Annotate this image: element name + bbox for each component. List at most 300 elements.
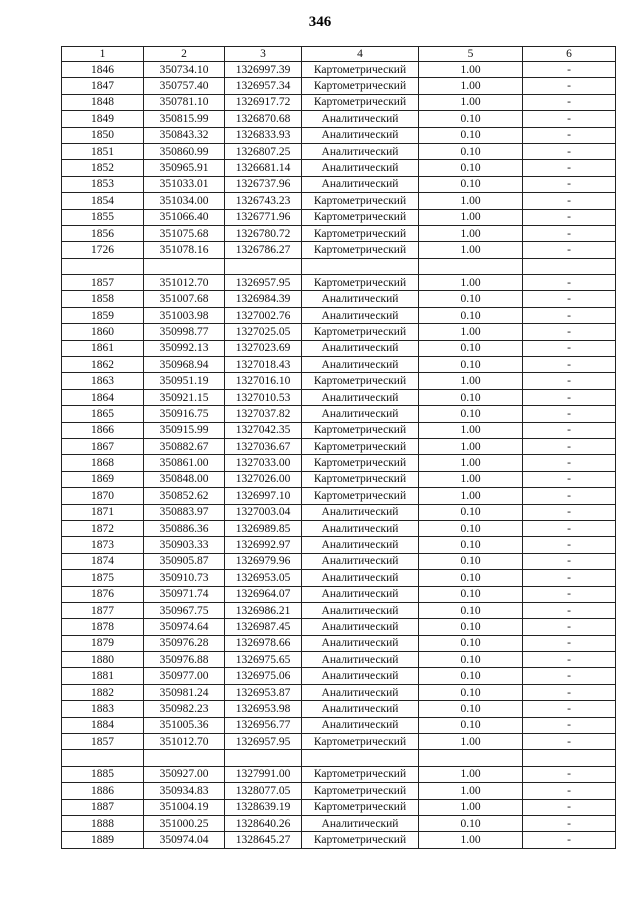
table-cell: 1328077.05 [225,783,302,799]
table-cell: 350921.15 [144,389,225,405]
table-cell: - [523,471,616,487]
table-cell: 350852.62 [144,488,225,504]
table-cell: 1328645.27 [225,832,302,848]
table-row [62,668,616,684]
table-cell: 1.00 [419,734,523,750]
table-row [62,225,616,241]
table-cell: Картометрический [302,275,419,291]
table-cell: - [523,832,616,848]
table-cell: Аналитический [302,111,419,127]
table-cell: 1859 [62,307,144,323]
table-cell: 1326957.95 [225,275,302,291]
table-cell: 1326956.77 [225,717,302,733]
table-row [62,176,616,192]
table-cell: 1862 [62,357,144,373]
table-row [62,209,616,225]
table-row [62,94,616,110]
table-cell: Аналитический [302,176,419,192]
table-cell: 0.10 [419,127,523,143]
table-cell: 0.10 [419,520,523,536]
table-cell: Картометрический [302,799,419,815]
table-row [62,586,616,602]
table-cell: 1.00 [419,324,523,340]
table-cell: 350903.33 [144,537,225,553]
table-cell: 1326975.06 [225,668,302,684]
table-cell: 1851 [62,143,144,159]
table-cell: 0.10 [419,340,523,356]
table-cell: - [523,291,616,307]
table-cell: Аналитический [302,701,419,717]
table-cell: - [523,389,616,405]
table-cell: 1726 [62,242,144,258]
table-cell: - [523,799,616,815]
table-cell: 1.00 [419,766,523,782]
table-cell: 1327003.04 [225,504,302,520]
table-cell: - [523,684,616,700]
table-cell: Аналитический [302,127,419,143]
table-cell: 350974.64 [144,619,225,635]
table-cell: 351007.68 [144,291,225,307]
table-cell: Картометрический [302,94,419,110]
table-cell: 350915.99 [144,422,225,438]
table-cell: 1866 [62,422,144,438]
table-cell [419,750,523,766]
table-cell: 1.00 [419,62,523,78]
table-cell: - [523,209,616,225]
table-cell: 350982.23 [144,701,225,717]
table-cell: Картометрический [302,209,419,225]
table-cell: 0.10 [419,701,523,717]
table-row [62,127,616,143]
page-number: 346 [308,14,332,30]
table-cell: 351012.70 [144,734,225,750]
table-cell: - [523,701,616,717]
table-cell: 1864 [62,389,144,405]
table-cell: 0.10 [419,570,523,586]
table-cell: 0.10 [419,815,523,831]
table-cell: Аналитический [302,520,419,536]
table-cell: Аналитический [302,717,419,733]
table-row [62,815,616,831]
table-row [62,340,616,356]
table-cell: - [523,619,616,635]
table-row [62,553,616,569]
table-cell: 1326989.85 [225,520,302,536]
table-cell: Аналитический [302,668,419,684]
table-cell: Картометрический [302,455,419,471]
table-cell: - [523,143,616,159]
table-cell: 1.00 [419,193,523,209]
table-cell: 1326681.14 [225,160,302,176]
table-cell: Аналитический [302,291,419,307]
table-cell: 350965.91 [144,160,225,176]
table-row [62,717,616,733]
table-cell: 1.00 [419,799,523,815]
column-header: 3 [225,47,302,62]
table-cell: 1876 [62,586,144,602]
table-cell: Аналитический [302,504,419,520]
table-cell: 1327010.53 [225,389,302,405]
table-cell: Картометрический [302,766,419,782]
table-cell: 0.10 [419,586,523,602]
table-cell: 1856 [62,225,144,241]
table-row [62,78,616,94]
table-cell: - [523,422,616,438]
table-cell: 1326987.45 [225,619,302,635]
table-cell: 1326737.96 [225,176,302,192]
table-cell: - [523,668,616,684]
table-cell: Картометрический [302,832,419,848]
table-row [62,602,616,618]
table-cell: 0.10 [419,717,523,733]
table-cell: 1326986.21 [225,602,302,618]
column-header: 6 [523,47,616,62]
table-cell: - [523,717,616,733]
table-cell: - [523,635,616,651]
column-header: 5 [419,47,523,62]
coordinates-table [61,46,616,849]
table-cell: 350967.75 [144,602,225,618]
table-row [62,619,616,635]
column-header: 2 [144,47,225,62]
table-cell: 351075.68 [144,225,225,241]
table-cell: 1327033.00 [225,455,302,471]
table-cell: 1853 [62,176,144,192]
table-cell: 1326992.97 [225,537,302,553]
table-cell: - [523,438,616,454]
table-cell: 1327026.00 [225,471,302,487]
table-cell: 1327037.82 [225,406,302,422]
table-cell: 1867 [62,438,144,454]
table-row [62,258,616,274]
table-cell: 1328639.19 [225,799,302,815]
table-cell: 1327016.10 [225,373,302,389]
table-row [62,324,616,340]
table-row [62,652,616,668]
table-cell: Картометрический [302,78,419,94]
table-cell: - [523,225,616,241]
table-cell: 1874 [62,553,144,569]
table-row [62,160,616,176]
table-cell: Аналитический [302,586,419,602]
table-cell: - [523,242,616,258]
table-cell: 351033.01 [144,176,225,192]
table-cell: 0.10 [419,291,523,307]
table-row [62,389,616,405]
table-cell: 350977.00 [144,668,225,684]
table-row [62,832,616,848]
table-cell [225,258,302,274]
table-cell: 1.00 [419,275,523,291]
table-cell: Картометрический [302,471,419,487]
table-cell: 1857 [62,275,144,291]
table-cell: - [523,111,616,127]
table-cell: 350848.00 [144,471,225,487]
table-cell: 1882 [62,684,144,700]
table-cell: 1.00 [419,832,523,848]
table-cell: 1.00 [419,78,523,94]
table-cell: 1875 [62,570,144,586]
table-cell: 351078.16 [144,242,225,258]
table-cell: 1327002.76 [225,307,302,323]
table-cell: 1857 [62,734,144,750]
table-cell: 350976.88 [144,652,225,668]
table-cell: - [523,176,616,192]
table-cell: 351003.98 [144,307,225,323]
table-cell: 1326917.72 [225,94,302,110]
table-row [62,111,616,127]
table-row [62,373,616,389]
table-cell: 350734.10 [144,62,225,78]
table-cell: 1326771.96 [225,209,302,225]
table-cell: 1888 [62,815,144,831]
table-cell: - [523,553,616,569]
table-cell: 1326964.07 [225,586,302,602]
table-cell: 0.10 [419,684,523,700]
table-cell: Аналитический [302,340,419,356]
table-cell: - [523,357,616,373]
table-cell: 1326957.95 [225,734,302,750]
table-cell: 1.00 [419,488,523,504]
table-row [62,750,616,766]
table-cell: 1873 [62,537,144,553]
table-cell: - [523,488,616,504]
table-cell: 1849 [62,111,144,127]
table-cell: - [523,78,616,94]
table-cell: 1881 [62,668,144,684]
table-cell: 350934.83 [144,783,225,799]
table-cell: - [523,602,616,618]
table-cell: 1326743.23 [225,193,302,209]
table-cell: - [523,537,616,553]
table-cell: - [523,455,616,471]
table-cell: 1878 [62,619,144,635]
table-cell: Аналитический [302,143,419,159]
table-row [62,520,616,536]
table-row [62,734,616,750]
table-cell: Картометрический [302,422,419,438]
table-cell: 350927.00 [144,766,225,782]
table-cell: Аналитический [302,357,419,373]
table-cell: 350860.99 [144,143,225,159]
column-header: 4 [302,47,419,62]
table-cell: 0.10 [419,504,523,520]
table-cell: Картометрический [302,734,419,750]
table-cell: - [523,815,616,831]
table-cell: - [523,94,616,110]
table-cell: 1326997.39 [225,62,302,78]
table-row [62,783,616,799]
table-cell: Аналитический [302,815,419,831]
table-cell: - [523,504,616,520]
table-row [62,242,616,258]
table-cell: 1860 [62,324,144,340]
table-cell: Аналитический [302,602,419,618]
table-cell: 1872 [62,520,144,536]
table-cell: 1871 [62,504,144,520]
table-cell: - [523,783,616,799]
table-cell: - [523,652,616,668]
table-row [62,488,616,504]
table-cell: - [523,62,616,78]
table-cell: 1.00 [419,94,523,110]
table-cell: 351005.36 [144,717,225,733]
table-body [62,62,616,849]
table-row [62,438,616,454]
table-cell: 1326979.96 [225,553,302,569]
table-row [62,307,616,323]
table-cell: - [523,734,616,750]
table-cell: 1870 [62,488,144,504]
table-cell: 350757.40 [144,78,225,94]
table-row [62,471,616,487]
table-cell: 0.10 [419,602,523,618]
table-cell: 1328640.26 [225,815,302,831]
table-cell: 0.10 [419,537,523,553]
table-cell: 350998.77 [144,324,225,340]
table-cell: 0.10 [419,176,523,192]
table-cell: Аналитический [302,537,419,553]
table-cell: 1327023.69 [225,340,302,356]
table-cell: 1848 [62,94,144,110]
table-cell: 1.00 [419,455,523,471]
table-cell: 0.10 [419,635,523,651]
table-cell: 1880 [62,652,144,668]
table-header-row [62,47,616,62]
table-cell: Аналитический [302,652,419,668]
table-cell: 1850 [62,127,144,143]
table-cell: 1.00 [419,225,523,241]
table-cell: 1326870.68 [225,111,302,127]
table-cell [62,750,144,766]
table-cell: 350910.73 [144,570,225,586]
table-cell: Картометрический [302,62,419,78]
table-row [62,504,616,520]
table-cell: 1.00 [419,373,523,389]
table-cell: 1327025.05 [225,324,302,340]
table-cell: 1861 [62,340,144,356]
table-cell: - [523,275,616,291]
table-cell: Картометрический [302,324,419,340]
table-cell: 0.10 [419,652,523,668]
table-cell: Аналитический [302,684,419,700]
table-cell: 1854 [62,193,144,209]
table-cell: 1858 [62,291,144,307]
column-header: 1 [62,47,144,62]
table-cell: 1852 [62,160,144,176]
table-cell: Картометрический [302,242,419,258]
table-cell: - [523,307,616,323]
table-cell: 350882.67 [144,438,225,454]
table-cell: - [523,406,616,422]
table-cell: 350951.19 [144,373,225,389]
table-cell: 1326807.25 [225,143,302,159]
table-row [62,143,616,159]
table-row [62,455,616,471]
table-cell: 1.00 [419,209,523,225]
table-cell: Аналитический [302,389,419,405]
table-row [62,275,616,291]
table-cell: 1327018.43 [225,357,302,373]
table-cell: 0.10 [419,160,523,176]
table-cell: 1869 [62,471,144,487]
table-cell: 350971.74 [144,586,225,602]
table-row [62,799,616,815]
table-cell: Картометрический [302,225,419,241]
table-cell [419,258,523,274]
table-cell: 350781.10 [144,94,225,110]
table-cell: 351004.19 [144,799,225,815]
table-row [62,635,616,651]
table-cell: 1.00 [419,783,523,799]
table-cell: 1326780.72 [225,225,302,241]
table-cell: Аналитический [302,160,419,176]
table-row [62,684,616,700]
table-cell: 350886.36 [144,520,225,536]
table-cell: 0.10 [419,406,523,422]
table-row [62,62,616,78]
table-cell: 1877 [62,602,144,618]
table-cell: 350968.94 [144,357,225,373]
table-cell: 0.10 [419,357,523,373]
table-cell: 0.10 [419,143,523,159]
table-cell: 0.10 [419,389,523,405]
table-cell: 1.00 [419,422,523,438]
table-cell: 350981.24 [144,684,225,700]
table-cell: 1.00 [419,242,523,258]
table-row [62,537,616,553]
table-cell: 1884 [62,717,144,733]
table-cell: Аналитический [302,553,419,569]
table-cell: 1326953.98 [225,701,302,717]
table-cell: 350976.28 [144,635,225,651]
table-cell: - [523,373,616,389]
table-cell [62,258,144,274]
table-cell [144,258,225,274]
table-row [62,570,616,586]
table-cell: - [523,520,616,536]
table-cell: 350974.04 [144,832,225,848]
table-cell: Картометрический [302,438,419,454]
table-cell: 351012.70 [144,275,225,291]
table-cell [302,750,419,766]
table-cell [144,750,225,766]
table-cell: 1327036.67 [225,438,302,454]
table-cell: 1326957.34 [225,78,302,94]
table-cell: 1327042.35 [225,422,302,438]
table-cell: Аналитический [302,619,419,635]
table-cell [523,750,616,766]
table-row [62,291,616,307]
table-cell: Аналитический [302,635,419,651]
table-cell: 1326978.66 [225,635,302,651]
table-cell: 1885 [62,766,144,782]
table-cell: 350905.87 [144,553,225,569]
table-cell: - [523,324,616,340]
table-cell: 1846 [62,62,144,78]
table-cell: 1326975.65 [225,652,302,668]
table-cell: 350815.99 [144,111,225,127]
table-cell: 1883 [62,701,144,717]
table-cell: 0.10 [419,307,523,323]
table-cell: 1326953.05 [225,570,302,586]
table-cell: 350861.00 [144,455,225,471]
table-cell: 1879 [62,635,144,651]
table-cell: 351066.40 [144,209,225,225]
table-cell: 1326953.87 [225,684,302,700]
table-row [62,193,616,209]
table-cell: 1847 [62,78,144,94]
